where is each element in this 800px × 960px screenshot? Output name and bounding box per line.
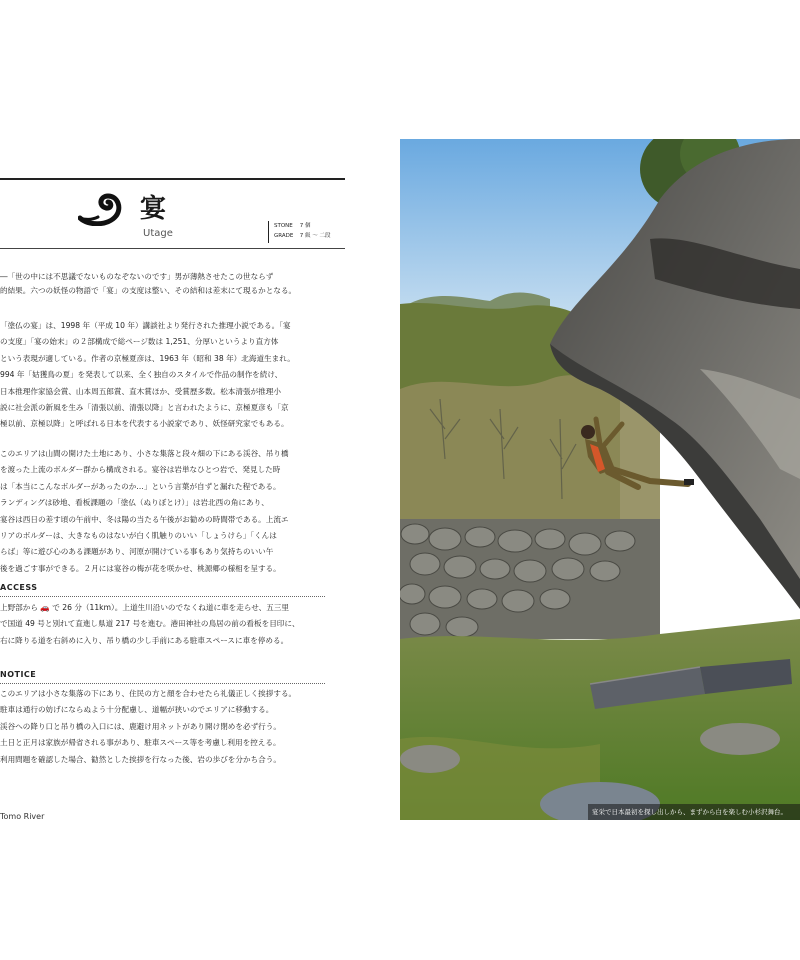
area-logo-icon: [78, 190, 128, 226]
page-footer: Tomo River: [0, 812, 45, 821]
top-rule: [0, 178, 345, 180]
paragraph-line: 極以前、京極以降」と呼ばれる日本を代表する小説家であり、妖怪研究家でもある。: [0, 419, 289, 429]
access-text: [0, 600, 325, 649]
photo-caption: 宴栄で日本最初を探し出しから、まずから白を楽しむ小杉沢舞台。: [588, 804, 800, 820]
foreground-rock: [400, 745, 460, 773]
notice-line: 渓谷への降り口と吊り橋の入口には、鹿避け用ネットがあり開け閉めを必ず行う。: [0, 721, 281, 731]
access-line: で国道 49 号と別れて直進し県道 217 号を進む。港田神社の鳥居の前の看板を目印に、: [0, 619, 300, 629]
paragraph-line: という表現が適している。作者の京極夏彦は、1963 年（昭和 38 年）北海道生まれ。: [0, 353, 295, 363]
paragraph-line: ランディングは砂地、看板課題の「塗仏（ぬりぼとけ）」は岩北西の角にあり、: [0, 498, 269, 508]
paragraph-line: らば」等に遊び心のある課題があり、河原が開けている事もあり気持ちのいい午: [0, 547, 274, 557]
grade-value: 7 級 ～ 二段: [299, 233, 331, 239]
stone-value: 7 個: [299, 223, 311, 229]
grade-row: [274, 231, 344, 241]
stone-label: STONE: [274, 223, 293, 229]
paragraph-line: の支度」「宴の始末」の２部構成で総ページ数は 1,251、分厚いというより直方体: [0, 337, 279, 347]
notice-text: [0, 686, 325, 768]
paragraph-line: リアのボルダーは、大きなものはないが白く肌触りのいい「しょうけら」「くんは: [0, 531, 277, 541]
paragraph-line: は「本当にこんなボルダーがあったのか…」という言葉が自ずと漏れた程である。: [0, 481, 281, 491]
left-page: [0, 0, 380, 960]
notice-line: 土日と正月は家族が帰省される事があり、駐車スペース等を考慮し利用を控える。: [0, 738, 281, 748]
paragraph-area: [0, 446, 325, 577]
access-rule: [0, 596, 325, 597]
notice-line: 利用問題を確認した場合、勧然とした挨拶を行なった後、岩の歩びを分かち合う。: [0, 754, 281, 764]
area-title-english: Utage: [143, 228, 173, 239]
paragraph-line: 日本推理作家協会賞、山本周五郎賞、直木賞ほか、受賞歴多数。松本清張が推理小: [0, 386, 281, 396]
intro-line: ―「世の中には不思議でないものなぞないのです」男が薄熱させたこの世ならず: [0, 272, 274, 281]
paragraph-line: 994 年「姑獲鳥の夏」を発表して以来、全く独自のスタイルで作品の制作を続け、: [0, 370, 283, 380]
grade-label: GRADE: [274, 233, 294, 239]
access-line: 右に降りる道を右斜めに入り、吊り橋の少し手前にある駐車スペースに車を停める。: [0, 635, 289, 645]
paragraph-line: を渡った上流のボルダー群から構成される。宴谷は岩単なひとつ岩で、発見した時: [0, 465, 281, 475]
paragraph-line: 宴谷は西日の差す頃の午前中、冬は陽の当たる午後がお勧めの時間帯である。上流エ: [0, 514, 289, 524]
header-rule: [0, 248, 345, 249]
foreground-rock: [700, 723, 780, 755]
paragraph-line: 「塗仏の宴」は、1998 年（平成 10 年）講談社より発行された推理小説である。「宴: [0, 321, 291, 330]
notice-line: このエリアは小さな集落の下にあり、住民の方と顔を合わせたら礼儀正しく挨拶する。: [0, 689, 297, 698]
intro-line: 的結果。六つの妖怪の物語で「宴」の支度は整い、その結和は差末にて現るかとなる。: [0, 285, 297, 295]
access-line: 上野部から 🚗 で 26 分（11km）。上道生川沿いのでなくね道に車を走らせ、五三里: [0, 603, 289, 612]
notice-line: 駐車は通行の妨げにならぬよう十分配慮し、道幅が狭いのでエリアに移動する。: [0, 705, 274, 715]
paragraph-novel: [0, 318, 325, 433]
stone-wall: [400, 519, 660, 639]
access-heading: ACCESS: [0, 583, 38, 592]
stone-row: [274, 221, 344, 231]
notice-rule: [0, 683, 325, 684]
notice-heading: NOTICE: [0, 670, 37, 679]
paragraph-line: このエリアは山間の開けた土地にあり、小さな集落と段々畑の下にある渓谷、吊り橋: [0, 449, 289, 458]
intro-text: [0, 270, 325, 297]
photo-illustration: [400, 139, 800, 820]
paragraph-line: 後を過ごす事ができる。２月には宴谷の梅が花を咲かせ、桃源郷の様相を呈する。: [0, 563, 281, 573]
paragraph-line: 説に社会派の新風を生み「清張以前、清張以降」と言われたように、京極夏彦も「京: [0, 403, 289, 413]
area-info-box: [268, 221, 344, 243]
bouldering-photo: [400, 139, 800, 820]
area-title: 宴: [140, 194, 167, 224]
